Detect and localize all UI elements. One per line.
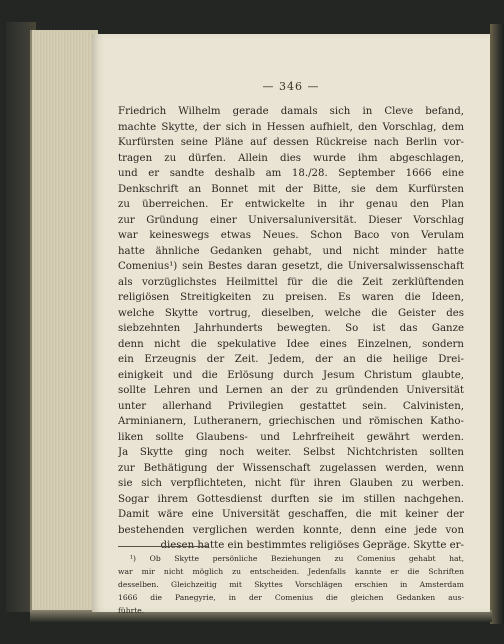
text-line: liken sollte Glaubens- und Lehrfreiheit gewährt werden. <box>118 431 464 443</box>
text-line: und er sandte deshalb am 18./28. September 1666 eine <box>118 168 464 179</box>
text-line: Sogar ihrem Gottesdienst durften sie im stillen nachgehen. <box>118 493 464 505</box>
text-line: bestehenden verglichen werden konnte, denn eine jede von <box>118 524 464 536</box>
text-line: zur Gründung einer Universaluniversität. Dieser Vorschlag <box>118 214 464 226</box>
text-line: Damit wäre eine Universität geschaffen, die mit keiner der <box>118 509 464 520</box>
text-line: Denkschrift an Bonnet mit der Bitte, sie dem Kurfürsten <box>118 183 464 195</box>
footnote-rule <box>118 546 208 547</box>
text-line: diesen hatte ein bestimmtes religiöses Gepräge. Skytte er- <box>160 540 464 551</box>
footnote-line: desselben. Gleichzeitig mit Skyttes Vorschlägen erschien in Amsterdam <box>118 580 464 589</box>
text-line: zu überreichen. Er entwickelte in ihr genau den Plan <box>118 199 464 210</box>
footnote-line: war mir nicht möglich zu entscheiden. Jedenfalls kannte er die Schriften <box>118 567 464 576</box>
text-line: Comenius¹) sein Bestes daran gesetzt, die Universalwissenschaft <box>118 261 464 272</box>
text-line: sie sich verpflichteten, nicht für ihren Glauben zu werben. <box>118 478 464 489</box>
text-line: als vorzüglichstes Heilmittel für die die Zeit zerklüftenden <box>118 276 464 288</box>
text-line: war keineswegs etwas Neues. Schon Baco von Verulam <box>118 230 464 241</box>
book-cover-right <box>490 24 504 624</box>
page-stack-edge <box>30 30 98 612</box>
footnote-line: 1666 die Panegyrie, in der Comenius die gleichen Gedanken aus- <box>118 593 464 602</box>
text-line: siebzehnten Jahrhunderts bewegten. So ist das Ganze <box>118 323 464 334</box>
text-line: tragen zu dürfen. Allein dies wurde ihm abgeschlagen, <box>118 152 464 164</box>
text-line: religiösen Streitigkeiten zu preisen. Es waren die Ideen, <box>118 292 464 303</box>
text-line: einigkeit und die Erlösung durch Jesum Christum glaubte, <box>118 369 464 381</box>
footnote <box>118 552 464 617</box>
text-line: sollte Lehren und Lernen an der zu gründenden Universität <box>118 385 464 396</box>
text-line: denn nicht die spekulative Idee eines Einzelnen, sondern <box>118 338 464 350</box>
text-line: welche Skytte vortrug, dieselben, welche die Geister des <box>118 307 464 319</box>
text-line: zur Bethätigung der Wissenschaft zugelassen werden, wenn <box>118 462 464 474</box>
body-text <box>118 104 464 554</box>
text-line: Arminianern, Lutheranern, griechischen und römischen Katho- <box>118 416 464 427</box>
page-number: — 346 — <box>262 80 320 93</box>
footnote-line: führte. <box>118 606 145 615</box>
text-line: ein Erzeugnis der Zeit. Jedem, der an die heilige Drei- <box>118 354 464 365</box>
text-line: hatte ähnliche Gedanken gehabt, und nicht minder hatte <box>118 245 464 257</box>
book-page <box>92 34 490 615</box>
text-line: Ja Skytte ging noch weiter. Selbst Nichtchristen sollten <box>118 447 464 458</box>
text-line: unter allerhand Privilegien gestattet sein. Calvinisten, <box>118 400 464 412</box>
text-line: machte Skytte, der sich in Hessen aufhielt, den Vorschlag, dem <box>118 121 464 133</box>
text-line: Kurfürsten seine Pläne auf dessen Rückreise nach Berlin vor- <box>118 137 464 148</box>
text-line: Friedrich Wilhelm gerade damals sich in Cleve befand, <box>118 106 464 117</box>
footnote-line: ¹) Ob Skytte persönliche Beziehungen zu Comenius gehabt hat, <box>130 554 464 563</box>
